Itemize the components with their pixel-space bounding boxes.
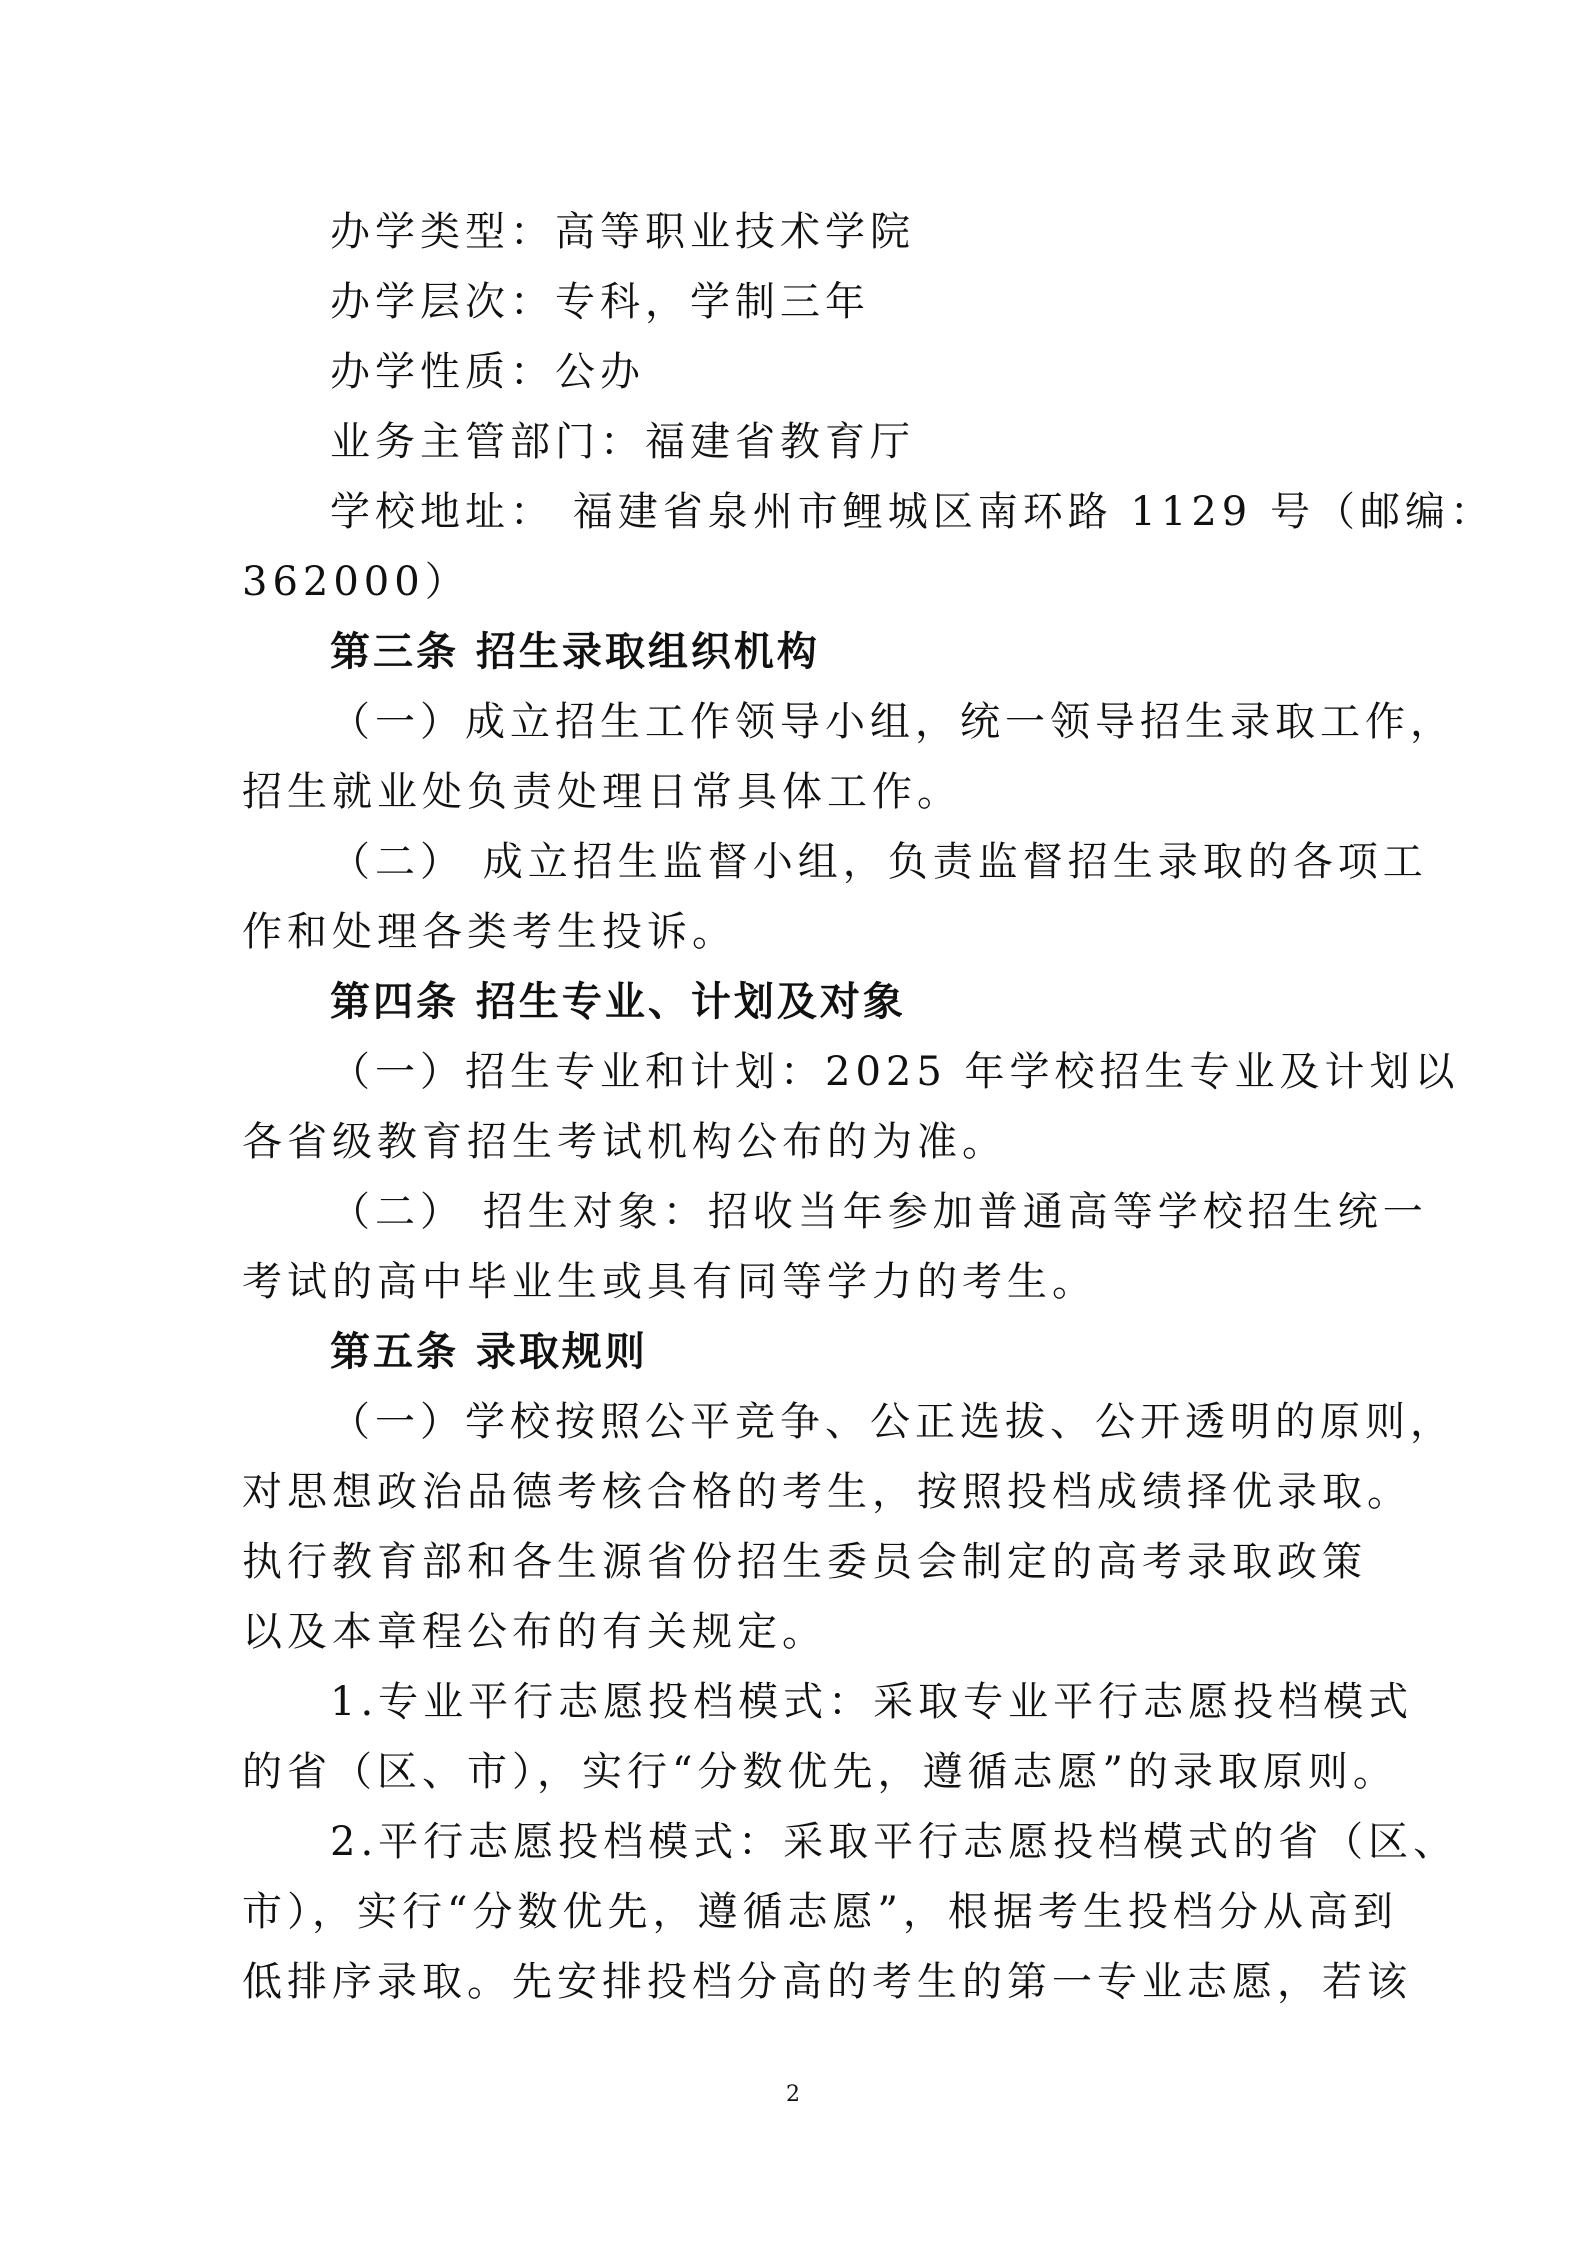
article-five-item-one-continuation-1: 对思想政治品德考核合格的考生，按照投档成绩择优录取。 — [242, 1469, 1412, 1515]
parallel-mode-continuation-2: 低排序录取。先安排投档分高的考生的第一专业志愿，若该 — [242, 1959, 1412, 2005]
article-four-item-two-continuation: 考试的高中毕业生或具有同等学力的考生。 — [242, 1259, 1097, 1305]
page-number: 2 — [786, 2082, 800, 2107]
school-level-line: 办学层次：专科，学制三年 — [330, 279, 870, 325]
article-four-heading: 第四条 招生专业、计划及对象 — [330, 979, 906, 1025]
article-four-item-two-line: （二） 招生对象：招收当年参加普通高等学校招生统一 — [330, 1189, 1428, 1235]
article-five-heading: 第五条 录取规则 — [330, 1329, 648, 1375]
article-five-item-one-continuation-3: 以及本章程公布的有关规定。 — [242, 1609, 827, 1655]
school-type-line: 办学类型：高等职业技术学院 — [330, 209, 915, 255]
school-address-line: 学校地址： 福建省泉州市鲤城区南环路 1129 号（邮编： — [330, 489, 1495, 535]
article-three-item-one-line: （一）成立招生工作领导小组，统一领导招生录取工作， — [330, 699, 1455, 745]
article-four-item-one-line: （一）招生专业和计划：2025 年学校招生专业及计划以 — [330, 1049, 1460, 1095]
parallel-mode-continuation-1: 市），实行“分数优先，遵循志愿”，根据考生投档分从高到 — [242, 1889, 1398, 1935]
article-four-item-one-continuation: 各省级教育招生考试机构公布的为准。 — [242, 1119, 1007, 1165]
supervising-department-line: 业务主管部门：福建省教育厅 — [330, 419, 915, 465]
article-five-item-one-line: （一）学校按照公平竞争、公正选拔、公开透明的原则， — [330, 1399, 1455, 1445]
school-nature-line: 办学性质：公办 — [330, 349, 645, 395]
professional-parallel-mode-continuation: 的省（区、市），实行“分数优先，遵循志愿”的录取原则。 — [242, 1749, 1398, 1795]
professional-parallel-mode-line: 1.专业平行志愿投档模式：采取专业平行志愿投档模式 — [330, 1679, 1414, 1725]
article-three-item-two-line: （二） 成立招生监督小组，负责监督招生录取的各项工 — [330, 839, 1428, 885]
article-three-item-one-continuation: 招生就业处负责处理日常具体工作。 — [242, 769, 962, 815]
article-three-item-two-continuation: 作和处理各类考生投诉。 — [242, 909, 737, 955]
school-address-postcode-line: 362000） — [242, 559, 470, 605]
article-five-item-one-continuation-2: 执行教育部和各生源省份招生委员会制定的高考录取政策 — [242, 1539, 1367, 1585]
parallel-mode-line: 2.平行志愿投档模式：采取平行志愿投档模式的省（区、 — [330, 1819, 1459, 1865]
article-three-heading: 第三条 招生录取组织机构 — [330, 629, 820, 675]
